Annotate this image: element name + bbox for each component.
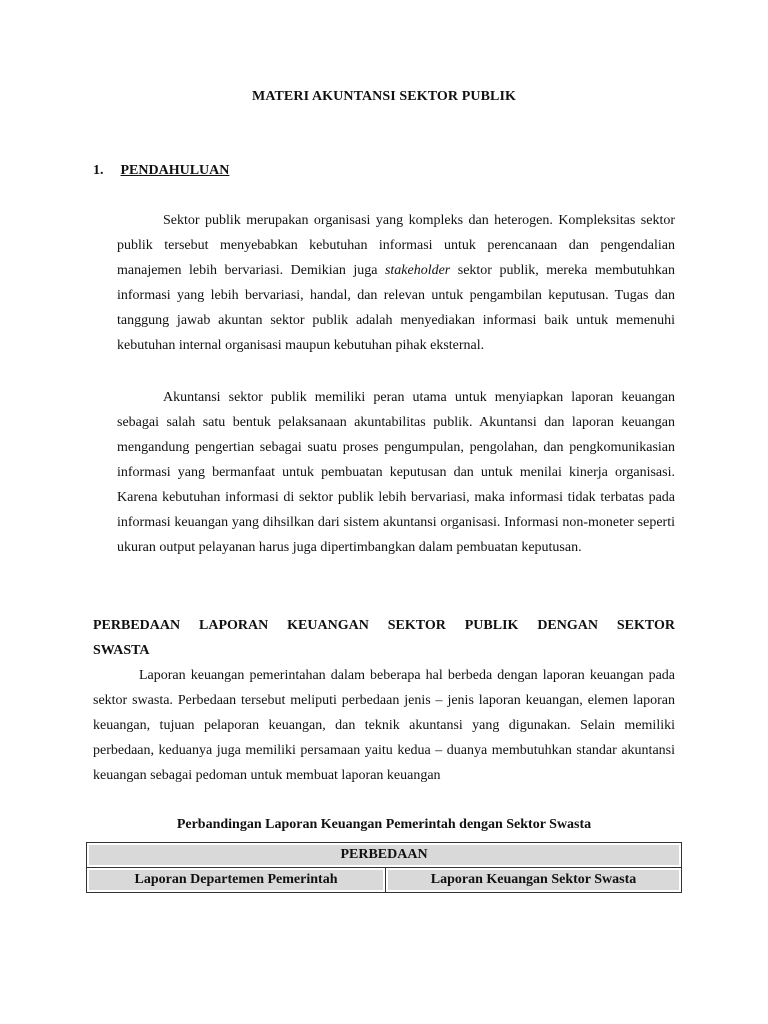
paragraph-text: Laporan keuangan pemerintahan dalam beberapa hal berbeda dengan laporan keuangan pada sektor swasta. Perbedaan tersebut meliputi perbedaan jenis – jenis laporan keuangan, elemen laporan keuangan, tujuan pelaporan keuangan, dan teknik akuntansi yang digunakan. Selain memiliki perbedaan, keduanya juga memiliki persamaan yaitu kedua – duanya membutuhkan standar akuntansi keuangan sebagai pedoman untuk membuat laporan keuangan bbox=[93, 668, 675, 783]
table-caption: Perbandingan Laporan Keuangan Pemerintah dengan Sektor Swasta bbox=[176, 817, 592, 832]
table-column-row bbox=[87, 868, 682, 893]
table-column-header-private: Laporan Keuangan Sektor Swasta bbox=[386, 868, 682, 893]
section-title: PENDAHULUAN bbox=[120, 163, 230, 178]
section-heading-pendahuluan bbox=[93, 163, 229, 179]
document-title: MATERI AKUNTANSI SEKTOR PUBLIK bbox=[252, 89, 516, 104]
italic-term: stakeholder bbox=[384, 263, 451, 278]
table-header-cell: PERBEDAAN bbox=[87, 843, 682, 868]
paragraph-intro-1 bbox=[117, 208, 675, 358]
paragraph-text: Akuntansi sektor publik memiliki peran utama untuk menyiapkan laporan keuangan sebagai salah satu bentuk pelaksanaan akuntabilitas publik. Akuntansi dan laporan keuangan mengandung pengertian sebagai suatu proses pengumpulan, pengolahan, dan pengkomunikasian informasi yang bermanfaat untuk pembuatan keputusan dan untuk menilai kinerja organisasi. Karena kebutuhan informasi di sektor publik lebih bervariasi, maka informasi tidak terbatas pada informasi keuangan yang dihsilkan dari sistem akuntansi organisasi. Informasi non-moneter seperti ukuran output pelayanan harus juga dipertimbangkan dalam pembuatan keputusan. bbox=[117, 390, 675, 555]
comparison-table bbox=[86, 842, 682, 893]
paragraph-intro-2 bbox=[117, 385, 675, 560]
paragraph-text: Sektor publik merupakan organisasi yang kompleks dan heterogen. Kompleksitas sektor publik tersebut menyebabkan kebutuhan informasi untuk perencanaan dan pengendalian manajemen lebih bervariasi. Demikian juga bbox=[117, 213, 675, 278]
paragraph-perbedaan bbox=[93, 663, 675, 788]
section-heading-perbedaan: PERBEDAAN LAPORAN KEUANGAN SEKTOR PUBLIK DENGAN SEKTOR SWASTA bbox=[93, 618, 675, 658]
paragraph-text: sektor publik, mereka membutuhkan informasi yang lebih bervariasi, handal, dan relevan untuk pengambilan keputusan. Tugas dan tanggung jawab akuntan sektor publik adalah menyediakan informasi baik untuk memenuhi kebutuhan internal organisasi maupun kebutuhan pihak eksternal. bbox=[117, 263, 675, 353]
table-column-header-government: Laporan Departemen Pemerintah bbox=[87, 868, 386, 893]
section-number: 1. bbox=[93, 163, 104, 178]
table-header-row bbox=[87, 843, 682, 868]
